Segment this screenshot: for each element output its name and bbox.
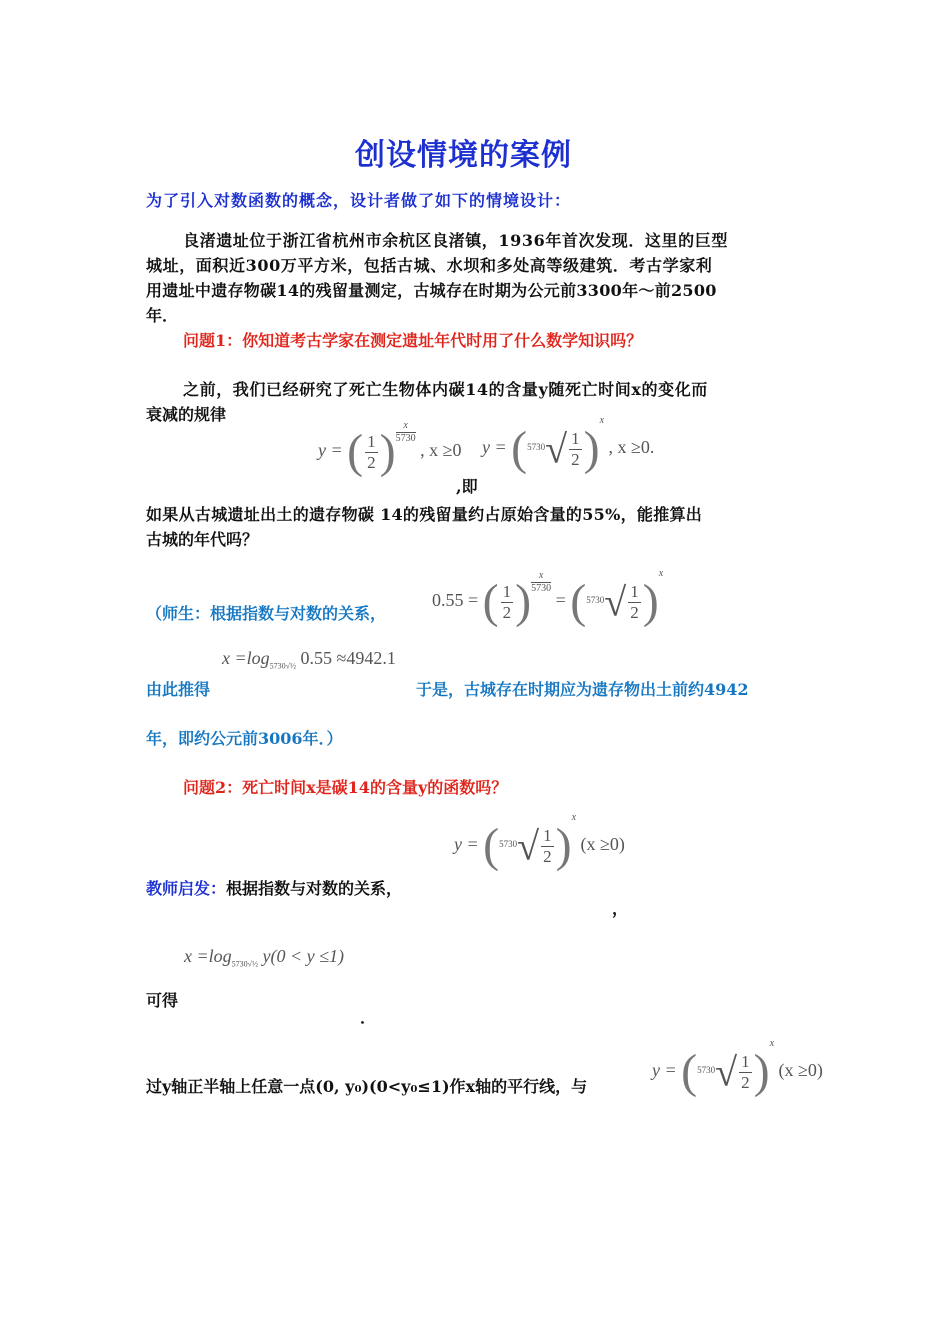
half-fraction: $\frac{1}{2}$ [367, 431, 376, 472]
paragraph2-line2: 衰减的规律 [146, 405, 227, 424]
page-title: 创设情境的案例 [355, 138, 572, 173]
result-formula: $x =\log_{5730√\frac{1}{2}}$ y(0 < y ≤1) [184, 946, 345, 969]
last-line-formula: y = (5730√ $\frac{1}{2}$ )$^x$ (x ≥0) [652, 1038, 823, 1098]
teacher-hint: 教师启发：根据指数与对数的关系， [146, 879, 403, 898]
hint-formula: y = (5730√ $\frac{1}{2}$ )$^x$ (x ≥0) [454, 812, 625, 872]
paragraph1-line1: 良渚遗址位于浙江省杭州市余杭区良渚镇，1936年首次发现．这里的巨型 [183, 231, 728, 250]
teacher-student-label: （师生：根据指数与对数的关系， [146, 604, 387, 623]
intro-text: 为了引入对数函数的概念，设计者做了如下的情境设计： [146, 191, 572, 210]
paragraph1-line3: 用遗址中遗存物碳14的残留量测定，古城存在时期为公元前3300年～前2500 [146, 281, 717, 300]
question1: 问题1：你知道考古学家在测定遗址年代时用了什么数学知识吗？ [183, 331, 643, 350]
paragraph2-line1: 之前，我们已经研究了死亡生物体内碳14的含量y随死亡时间x的变化而 [183, 380, 708, 399]
hint-comma: ， [612, 899, 629, 918]
question2: 问题2：死亡时间x是碳14的含量y的函数吗？ [183, 778, 508, 797]
paragraph1-line4: 年． [146, 306, 179, 325]
formula-condition: , x ≥0 [420, 440, 462, 461]
conclusion-line1: 于是，古城存在时期应为遗存物出土前约4942 [416, 680, 749, 699]
result-period: ． [360, 1008, 377, 1027]
paragraph3-line2: 古城的年代吗？ [146, 530, 259, 549]
ratio-formula: 0.55 = ( $\frac{1}{2}$ ) $\frac{x}{5730}$ = (5730√ $\frac{1}{2}$ )$^x$ [432, 568, 664, 628]
last-line-text: 过y轴正半轴上任意一点(0, y₀)(0<y₀≤1)作x轴的平行线，与 [146, 1077, 588, 1096]
decay-formula-root: y = (5730√ $\frac{1}{2}$ )$^x$ , x ≥0. [482, 415, 655, 475]
paragraph1-line2: 城址，面积近300万平方米，包括古城、水坝和多处高等级建筑．考古学家利 [146, 256, 713, 275]
formula-connector: ,即 [456, 477, 478, 496]
result-label: 可得 [146, 991, 179, 1010]
derive-label: 由此推得 [146, 680, 211, 699]
conclusion-line2: 年，即约公元前3006年．） [146, 729, 343, 748]
formula-lhs: y = [318, 440, 343, 461]
paragraph3-line1: 如果从古城遗址出土的遗存物碳 14的残留量约占原始含量的55%，能推算出 [146, 505, 703, 524]
exponent: $\frac{x}{5730}$ [395, 420, 416, 444]
log-formula: $x =\log_{5730√\frac{1}{2}}$ 0.55 ≈4942.1 [222, 648, 396, 671]
decay-formula: y = ( $\frac{1}{2}$ ) $\frac{x}{5730}$ , x ≥0 [318, 420, 462, 478]
